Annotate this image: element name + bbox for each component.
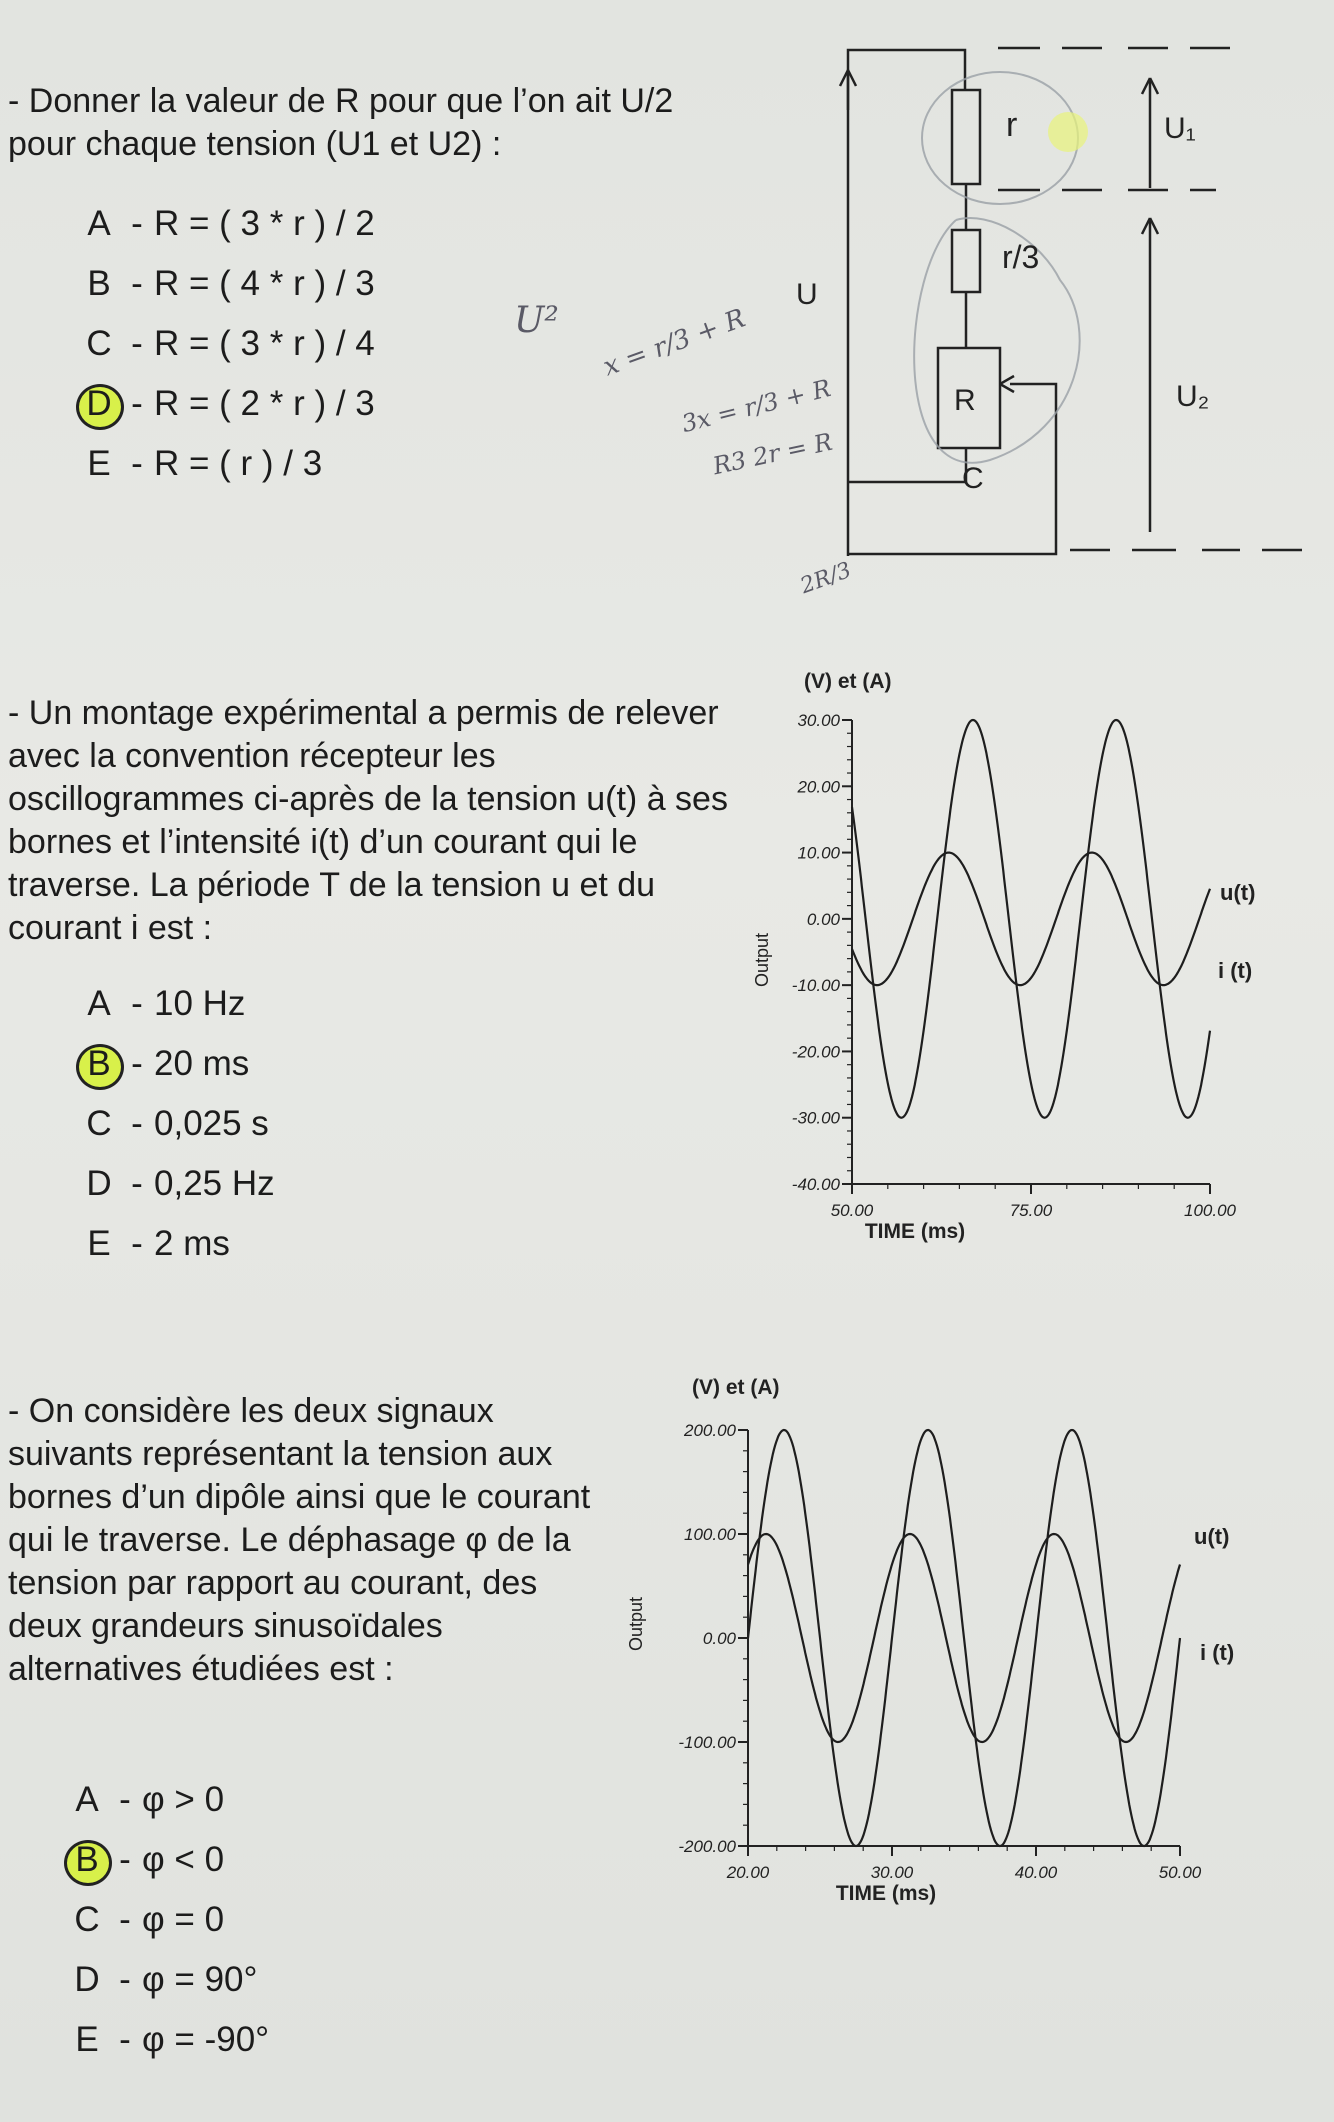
legend-label-i: i (t) <box>1200 1640 1235 1665</box>
choice-c[interactable] <box>78 1094 275 1154</box>
choice-separator: - <box>119 1960 131 1999</box>
choice-letter: C <box>86 324 112 363</box>
svg-text:r: r <box>1006 106 1018 144</box>
y-tick-label: -40.00 <box>791 1175 840 1194</box>
choice-letter: E <box>87 444 111 483</box>
choice-text: 10 Hz <box>154 984 246 1023</box>
y-tick-label: 0.00 <box>806 909 840 929</box>
choice-b[interactable] <box>78 1034 275 1094</box>
choice-letter: D <box>78 374 120 434</box>
choice-separator: - <box>131 1104 143 1143</box>
question-3-prompt: - On considère les deux signaux suivants représentant la tension aux bornes d’un dipôle ainsi que le courant qui le traverse. Le déphasage φ de la tension par rapport au courant, des deux grandeurs sinusoïdales alternatives étudiées est : <box>8 1392 591 1688</box>
question-1-prompt: - Donner la valeur de R pour que l’on ait U/2 pour chaque tension (U1 et U2) : <box>8 82 674 163</box>
x-tick-label: 50.00 <box>1158 1863 1202 1882</box>
oscillogram-chart-1 <box>740 660 1280 1260</box>
svg-text:r/3: r/3 <box>1002 239 1040 275</box>
choice-d[interactable] <box>66 1950 269 2010</box>
chart-x-axis-label: TIME (ms) <box>864 1220 966 1243</box>
y-tick-label: -200.00 <box>678 1837 736 1856</box>
legend-label-u: u(t) <box>1194 1524 1230 1549</box>
choice-text: φ = 90° <box>142 1960 258 1999</box>
choice-letter: B <box>87 264 111 303</box>
choice-text: 0,025 s <box>154 1104 269 1143</box>
legend-label-i: i (t) <box>1218 958 1253 983</box>
choice-separator: - <box>131 204 143 243</box>
choice-text: 20 ms <box>154 1044 250 1083</box>
choice-d[interactable] <box>78 1154 275 1214</box>
choice-c[interactable] <box>78 314 375 374</box>
choice-separator: - <box>119 2020 131 2059</box>
choice-text: R = ( 2 * r ) / 3 <box>154 384 375 423</box>
question-3-choices <box>66 1770 269 2070</box>
svg-text:C: C <box>962 462 984 495</box>
choice-text: R = ( 4 * r ) / 3 <box>154 264 375 303</box>
series-line-ut <box>748 1430 1180 1846</box>
choice-letter: B <box>66 1830 108 1890</box>
choice-letter: B <box>78 1034 120 1094</box>
x-tick-label: 20.00 <box>726 1863 770 1882</box>
choice-b[interactable] <box>78 254 375 314</box>
handwritten-note: x = r/3 + R <box>599 303 750 383</box>
choice-letter: D <box>86 1164 112 1203</box>
choice-separator: - <box>119 1900 131 1939</box>
y-tick-label: 30.00 <box>797 711 840 730</box>
choice-letter: E <box>75 2020 99 2059</box>
x-tick-label: 75.00 <box>1009 1201 1053 1220</box>
handwritten-note: R3 2r = R <box>710 427 835 481</box>
svg-text:U₂: U₂ <box>1176 380 1210 413</box>
choice-b[interactable] <box>66 1830 269 1890</box>
circuit-diagram <box>796 30 1300 570</box>
choice-text: R = ( 3 * r ) / 4 <box>154 324 375 363</box>
choice-separator: - <box>131 984 143 1023</box>
choice-text: R = ( 3 * r ) / 2 <box>154 204 375 243</box>
svg-text:U₁: U₁ <box>1164 112 1196 145</box>
choice-separator: - <box>131 264 143 303</box>
y-tick-label: 10.00 <box>797 843 840 863</box>
choice-letter: C <box>86 1104 112 1143</box>
choice-letter: D <box>74 1960 100 1999</box>
choice-text: 2 ms <box>154 1224 230 1263</box>
choice-text: R = ( r ) / 3 <box>154 444 323 483</box>
choice-c[interactable] <box>66 1890 269 1950</box>
y-tick-label: 0.00 <box>702 1629 736 1648</box>
choice-text: φ = -90° <box>142 2020 270 2059</box>
choice-letter: A <box>87 984 111 1023</box>
chart-title: (V) et (A) <box>692 1376 780 1399</box>
choice-separator: - <box>131 324 143 363</box>
handwritten-note: U² <box>514 300 559 341</box>
choice-a[interactable] <box>66 1770 269 1830</box>
legend-label-u: u(t) <box>1220 880 1256 905</box>
y-tick-label: -20.00 <box>791 1042 840 1062</box>
choice-separator: - <box>131 444 143 483</box>
chart-x-axis-label: TIME (ms) <box>835 1882 937 1905</box>
chart-title: (V) et (A) <box>804 670 892 693</box>
choice-text: φ = 0 <box>142 1900 225 1939</box>
y-tick-label: 100.00 <box>684 1525 736 1544</box>
y-tick-label: -30.00 <box>791 1108 840 1128</box>
choice-e[interactable] <box>78 1214 275 1274</box>
x-tick-label: 50.00 <box>830 1201 874 1220</box>
chart-y-axis-label: Output <box>626 1596 646 1652</box>
x-tick-label: 30.00 <box>870 1863 914 1882</box>
question-2-prompt: - Un montage expérimental a permis de relever avec la convention récepteur les oscillogrammes ci-après de la tension u(t) à ses bornes et l’intensité i(t) d’un courant qui le traverse. La période T de la tension u et du courant i est : <box>8 694 728 947</box>
choice-separator: - <box>131 1224 143 1263</box>
choice-separator: - <box>131 1164 143 1203</box>
choice-separator: - <box>119 1840 131 1879</box>
question-1-choices <box>78 194 375 494</box>
choice-d[interactable] <box>78 374 375 434</box>
choice-letter: C <box>74 1900 100 1939</box>
choice-separator: - <box>131 384 143 423</box>
choice-a[interactable] <box>78 974 275 1034</box>
y-tick-label: 20.00 <box>797 777 840 797</box>
choice-text: φ > 0 <box>142 1780 225 1819</box>
choice-text: 0,25 Hz <box>154 1164 275 1203</box>
choice-a[interactable] <box>78 194 375 254</box>
choice-letter: A <box>75 1780 99 1819</box>
series-line-ut <box>852 720 1210 1118</box>
y-tick-label: -100.00 <box>678 1733 736 1752</box>
choice-e[interactable] <box>78 434 375 494</box>
y-tick-label: -10.00 <box>791 976 840 996</box>
choice-e[interactable] <box>66 2010 269 2070</box>
chart-y-axis-label: Output <box>752 932 772 988</box>
choice-text: φ < 0 <box>142 1840 225 1879</box>
svg-text:U: U <box>796 278 818 311</box>
choice-letter: E <box>87 1224 111 1263</box>
y-tick-label: 200.00 <box>684 1421 736 1440</box>
svg-text:R: R <box>954 384 976 417</box>
choice-separator: - <box>131 1044 143 1083</box>
choice-letter: A <box>87 204 111 243</box>
x-tick-label: 100.00 <box>1184 1201 1236 1220</box>
oscillogram-chart-2 <box>620 1366 1240 1926</box>
handwritten-note: 3x = r/3 + R <box>678 373 834 439</box>
question-2-choices <box>78 974 275 1274</box>
x-tick-label: 40.00 <box>1014 1863 1058 1882</box>
handwritten-note: 2R/3 <box>797 557 855 600</box>
choice-separator: - <box>119 1780 131 1819</box>
